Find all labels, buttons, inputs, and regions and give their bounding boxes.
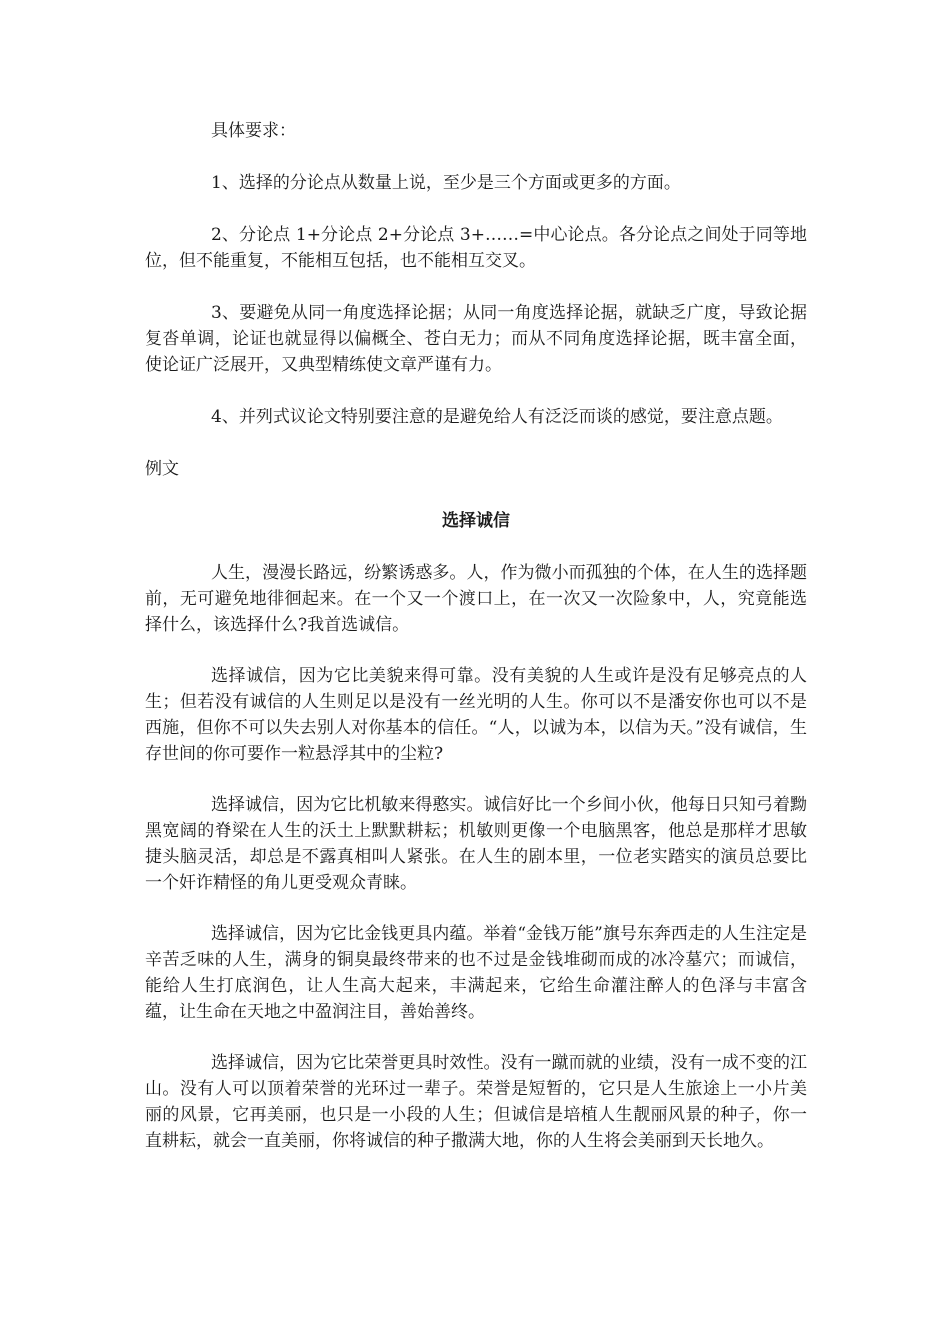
document-page [145, 118, 807, 1154]
requirement-item-4: 4、并列式议论文特别要注意的是避免给人有泛泛而谈的感觉，要注意点题。 [211, 407, 783, 427]
requirements-heading: 具体要求： [211, 121, 296, 141]
essay-paragraph-5: 选择诚信，因为它比荣誉更具时效性。没有一蹴而就的业绩，没有一成不变的江山。没有人可以顶着荣誉的光环过一辈子。荣誉是短暂的，它只是人生旅途上一小片美丽的风景，它再美丽，也只是一小段的人生；但诚信是培植人生靓丽风景的种子，你一直耕耘，就会一直美丽，你将诚信的种子撒满大地，你的人生将会美丽到天长地久。 [145, 1053, 807, 1151]
requirement-item-3: 3、要避免从同一角度选择论据；从同一角度选择论据，就缺乏广度，导致论据复沓单调，论证也就显得以偏概全、苍白无力；而从不同角度选择论据，既丰富全面，使论证广泛展开，又典型精练使文章严谨有力。 [145, 303, 807, 375]
essay-paragraph-2: 选择诚信，因为它比美貌来得可靠。没有美貌的人生或许是没有足够亮点的人生；但若没有诚信的人生则足以是没有一丝光明的人生。你可以不是潘安你也可以不是西施，但你不可以失去别人对你基本的信任。“人，以诚为本，以信为天。”没有诚信，生存世间的你可要作一粒悬浮其中的尘粒? [145, 666, 807, 764]
essay-title: 选择诚信 [442, 511, 510, 531]
essay-paragraph-3: 选择诚信，因为它比机敏来得憨实。诚信好比一个乡间小伙，他每日只知弓着黝黑宽阔的脊梁在人生的沃土上默默耕耘；机敏则更像一个电脑黑客，他总是那样才思敏捷头脑灵活，却总是不露真相叫人紧张。在人生的剧本里，一位老实踏实的演员总要比一个奸诈精怪的角儿更受观众青睐。 [145, 795, 807, 893]
requirement-item-2: 2、分论点 1+分论点 2+分论点 3+……=中心论点。各分论点之间处于同等地位，但不能重复，不能相互包括，也不能相互交叉。 [145, 225, 807, 271]
requirement-item-1: 1、选择的分论点从数量上说，至少是三个方面或更多的方面。 [211, 173, 681, 193]
essay-paragraph-4: 选择诚信，因为它比金钱更具内蕴。举着“金钱万能”旗号东奔西走的人生注定是辛苦乏味的人生，满身的铜臭最终带来的也不过是金钱堆砌而成的冰冷墓穴；而诚信，能给人生打底润色，让人生高大起来，丰满起来，它给生命灌注醉人的色泽与丰富含蕴，让生命在天地之中盈润注目，善始善终。 [145, 924, 807, 1022]
essay-paragraph-1: 人生，漫漫长路远，纷繁诱惑多。人，作为微小而孤独的个体，在人生的选择题前，无可避免地徘徊起来。在一个又一个渡口上，在一次又一次险象中，人，究竟能选择什么，该选择什么?我首选诚信。 [145, 563, 807, 635]
example-label: 例文 [145, 459, 179, 479]
